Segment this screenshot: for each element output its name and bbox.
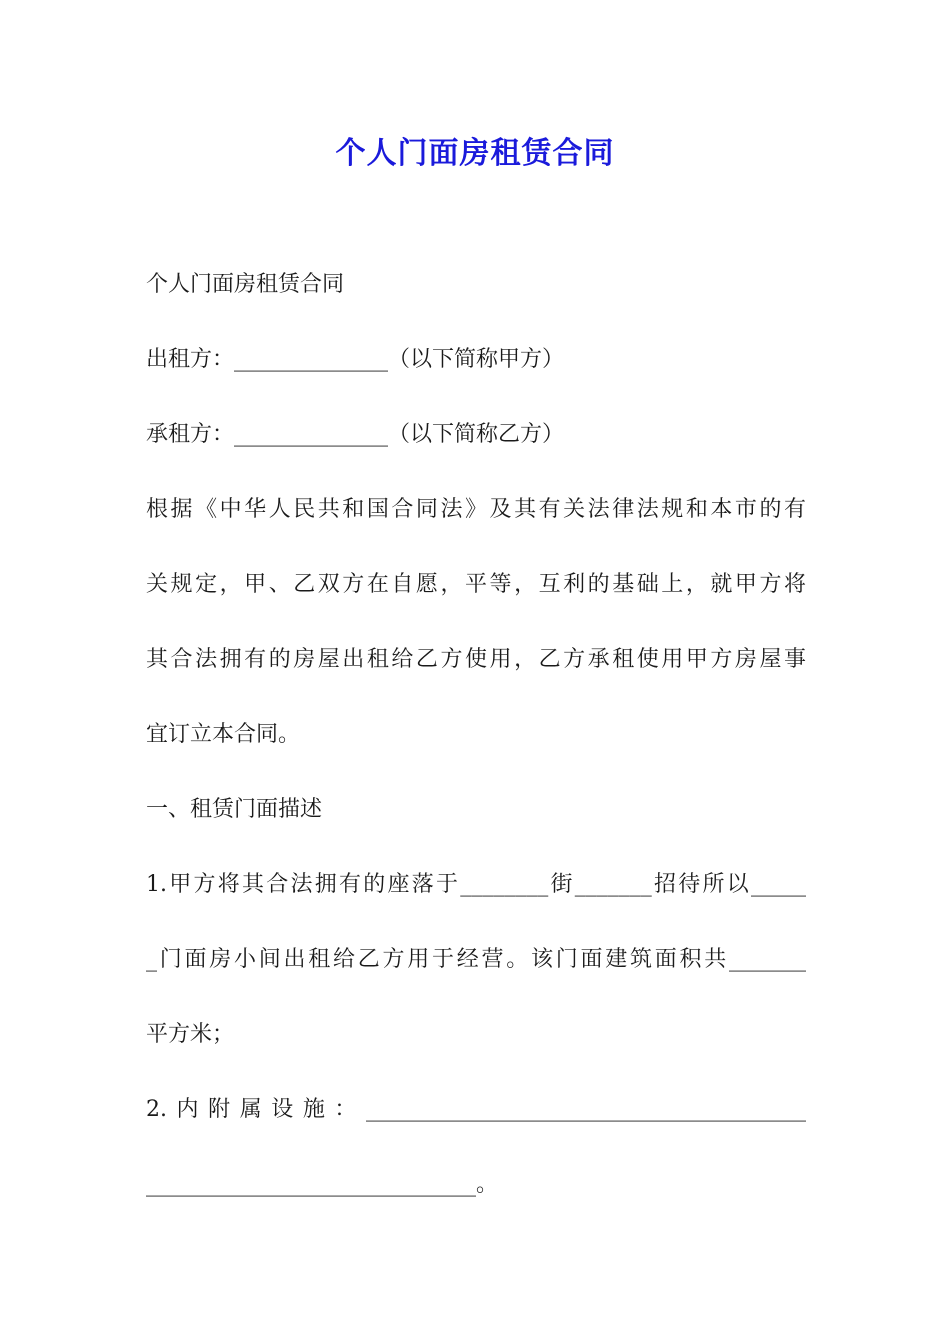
preamble-line: 关规定，甲、乙双方在自愿，平等，互利的基础上，就甲方将 xyxy=(146,572,806,597)
preamble-line: 根据《中华人民共和国合同法》及其有关法律法规和本市的有 xyxy=(146,497,806,522)
lessor-line: 出租方：______________（以下简称甲方） xyxy=(146,347,565,372)
preamble-line: 宜订立本合同。 xyxy=(146,722,301,747)
document-title: 个人门面房租赁合同 xyxy=(335,136,615,171)
section-heading: 一、租赁门面描述 xyxy=(146,797,323,822)
lessee-line: 承租方：______________（以下简称乙方） xyxy=(146,422,565,447)
clause-line: 1.甲方将其合法拥有的座落于________街_______招待所以_____ xyxy=(146,872,806,897)
subtitle-line: 个人门面房租赁合同 xyxy=(146,272,345,297)
document-body xyxy=(146,264,806,1239)
preamble-line: 其合法拥有的房屋出租给乙方使用，乙方承租使用甲方房屋事 xyxy=(146,647,806,672)
clause-line: ______________________________。 xyxy=(146,1172,499,1197)
clause-line: 平方米； xyxy=(146,1022,235,1047)
clause-line: _门面房小间出租给乙方用于经营。该门面建筑面积共_______ xyxy=(146,947,806,972)
clause-line: 2.内附属设施：________________________________________ xyxy=(146,1097,806,1122)
